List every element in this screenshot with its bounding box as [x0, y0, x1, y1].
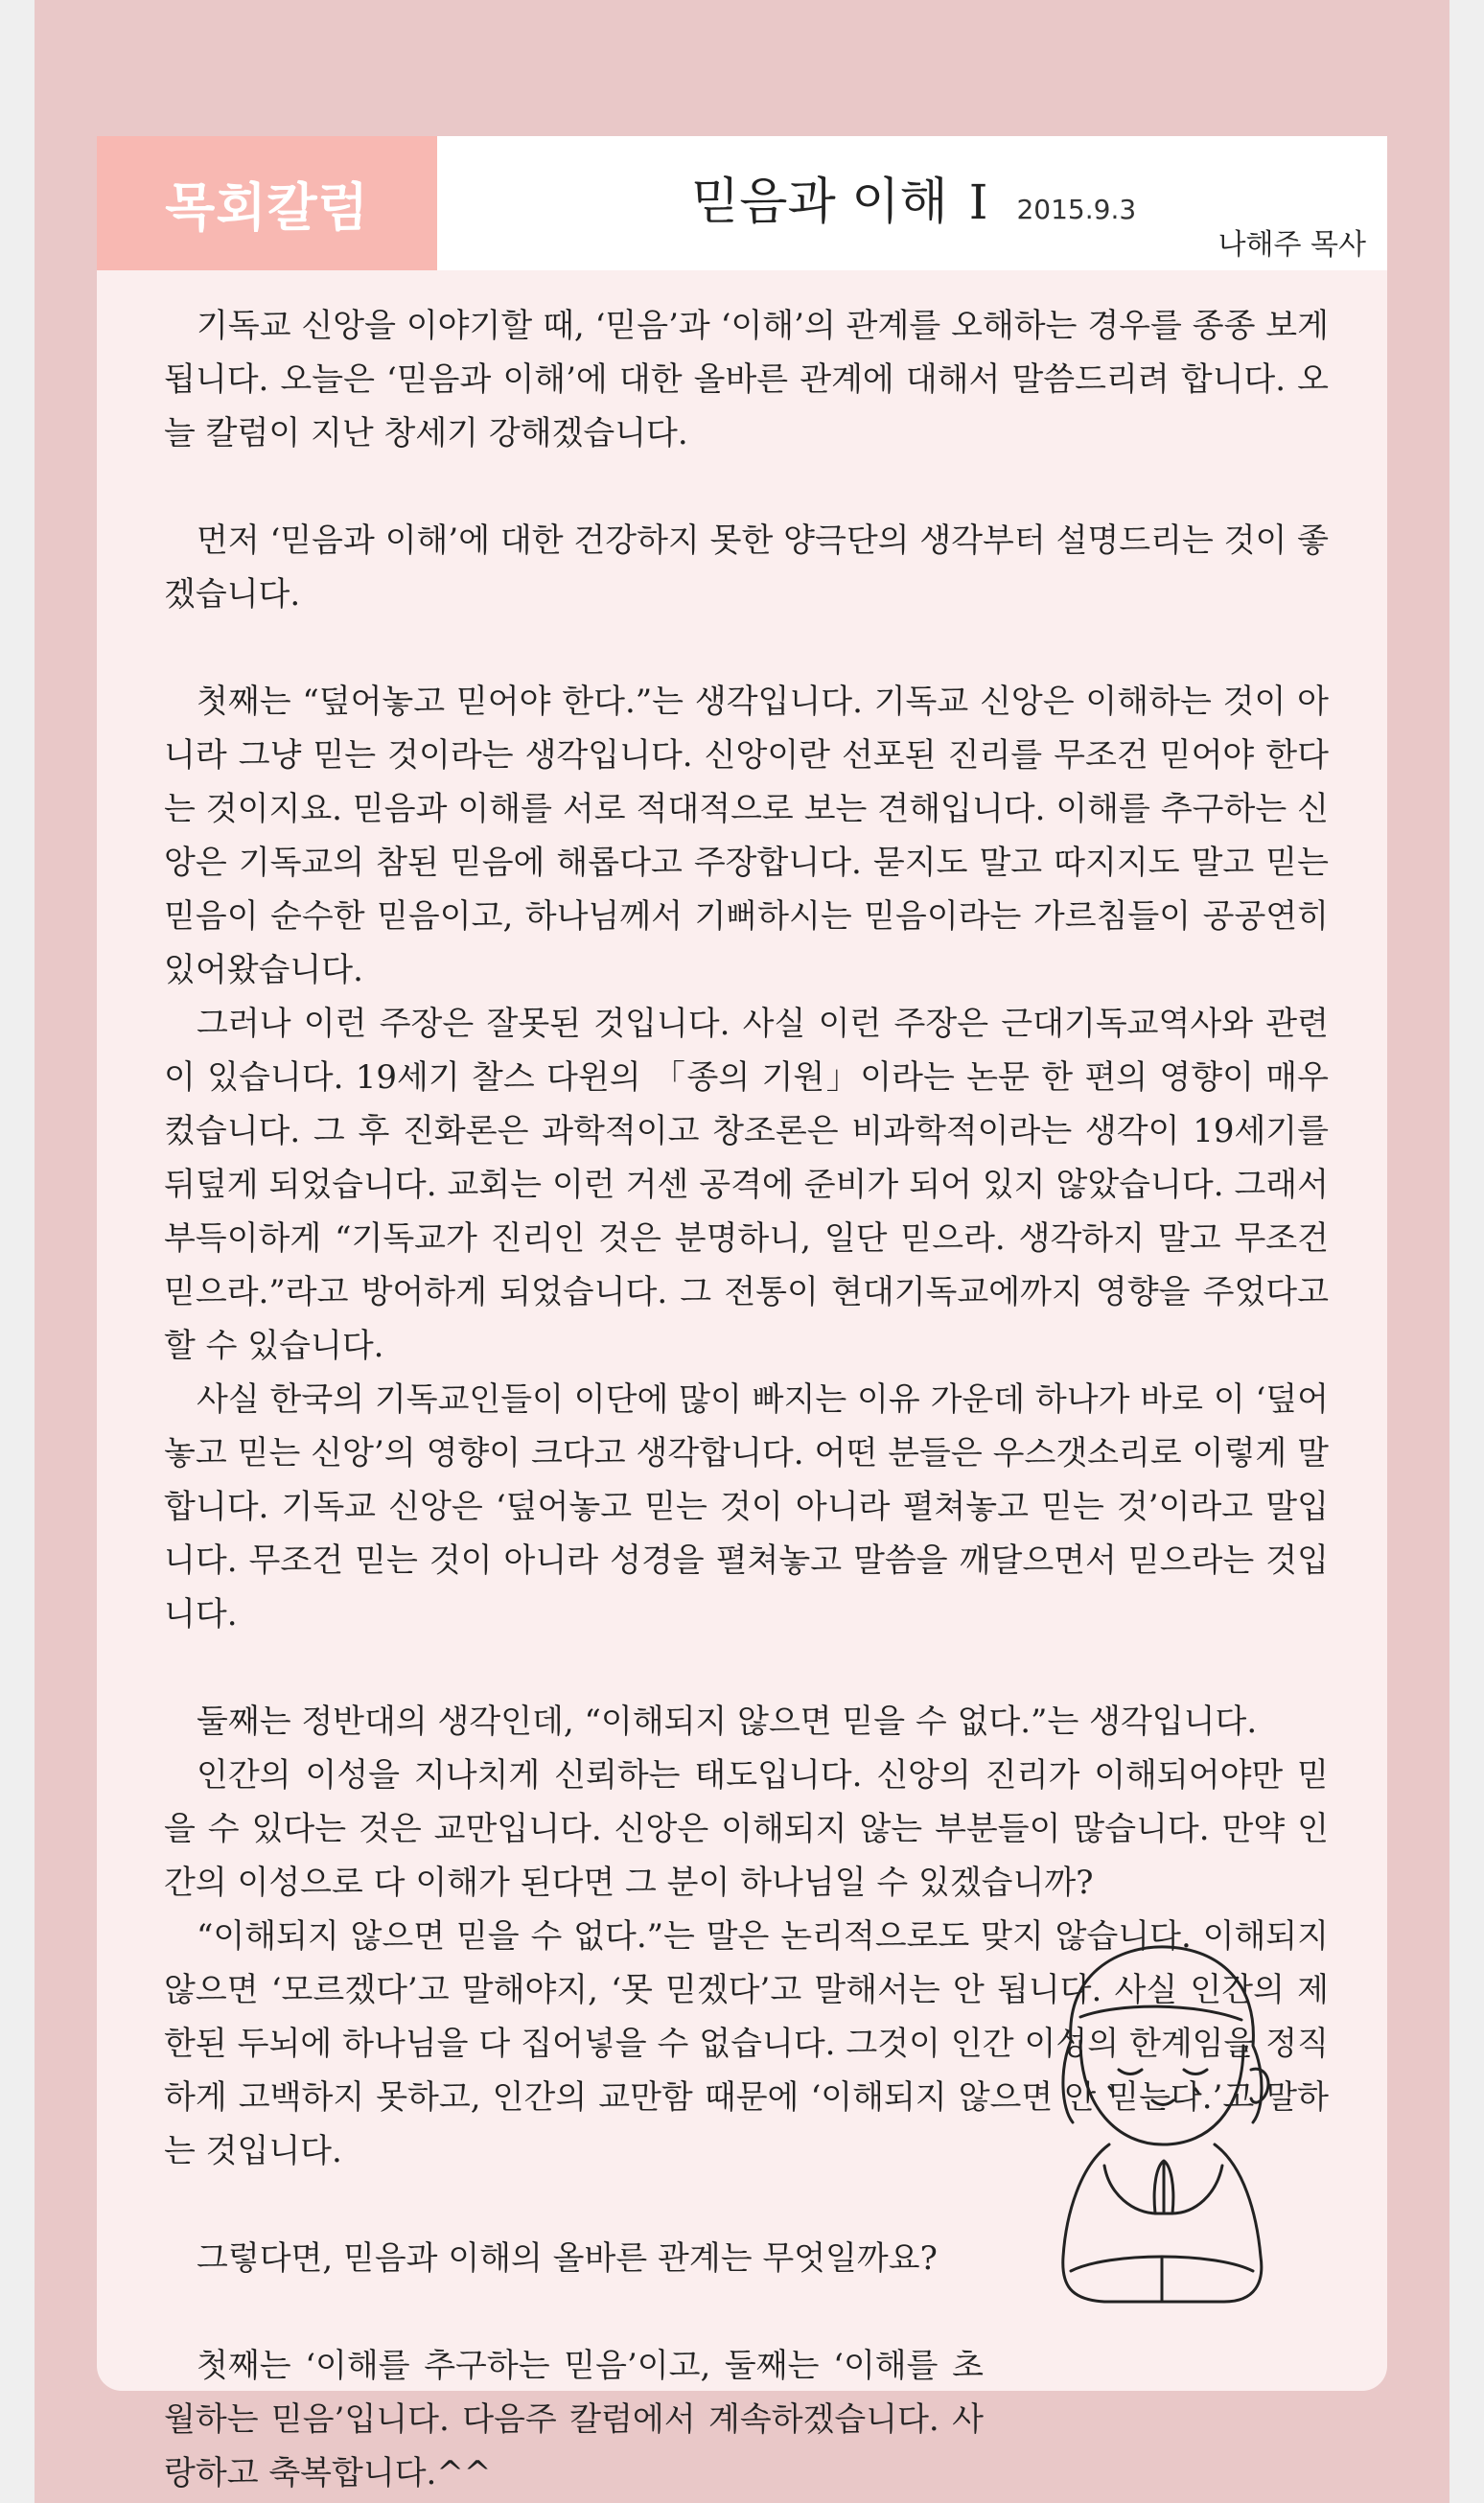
paragraph: 기독교 신앙을 이야기할 때, ‘믿음’과 ‘이해’의 관계를 오해하는 경우를 종종 보게 됩니다. 오늘은 ‘믿음과 이해’에 대한 올바른 관계에 대해서 말씀드리려 합니다. 오늘 칼럼이 지난 창세기 강해겠습니다.: [164, 307, 1329, 452]
date: 2015.9.3: [1016, 194, 1137, 225]
section-label-box: [97, 136, 437, 270]
title-numeral: I: [968, 174, 988, 230]
page-title: 믿음과 이해: [691, 174, 948, 231]
section-label: 목회칼럼: [165, 176, 369, 238]
paragraph: 첫째는 ‘이해를 추구하는 믿음’이고, 둘째는 ‘이해를 초월하는 믿음’입니다. 다음주 칼럼에서 계속하겠습니다. 사랑하고 축복합니다.^^: [164, 2347, 984, 2492]
title-row: [691, 161, 1136, 233]
paragraph: 먼저 ‘믿음과 이해’에 대한 건강하지 못한 양극단의 생각부터 설명드리는 것이 좋겠습니다.: [164, 521, 1329, 614]
paragraph: 그렇다면, 믿음과 이해의 올바른 관계는 무엇일까요?: [197, 2239, 938, 2278]
paragraph: 인간의 이성을 지나치게 신뢰하는 태도입니다. 신앙의 진리가 이해되어야만 믿을 수 있다는 것은 교만입니다. 신앙은 이해되지 않는 부분들이 많습니다. 만약 인간의 이성으로 다 이해가 된다면 그 분이 하나님일 수 있겠습니까?: [164, 1756, 1329, 1902]
paragraph: 둘째는 정반대의 생각인데, “이해되지 않으면 믿을 수 없다.”는 생각입니다.: [197, 1703, 1258, 1741]
page-background: [35, 0, 1449, 2503]
praying-girl-illustration: [1013, 1926, 1301, 2309]
paragraph: “이해되지 않으면 믿을 수 없다.”는 말은 논리적으로도 맞지 않습니다. 이해되지 않으면 ‘모르겠다’고 말해야지, ‘못 믿겠다’고 말해서는 안 됩니다. 사실 인간의 제한된 두뇌에 하나님을 다 집어넣을 수 없습니다. 그것이 인간 이성의 한계임을 정직하게 고백하지 못하고, 인간의 교만함 때문에 ‘이해되지 않으면 안 믿는다.’고 말하는 것입니다.: [164, 1917, 1329, 2170]
column-card: [97, 136, 1387, 2492]
paragraph: 그러나 이런 주장은 잘못된 것입니다. 사실 이런 주장은 근대기독교역사와 관련이 있습니다. 19세기 찰스 다윈의 「종의 기원」이라는 논문 한 편의 영향이 매우 컸습니다. 그 후 진화론은 과학적이고 창조론은 비과학적이라는 생각이 19세기를 뒤덮게 되었습니다. 교회는 이런 거센 공격에 준비가 되어 있지 않았습니다. 그래서 부득이하게 “기독교가 진리인 것은 분명하니, 일단 믿으라. 생각하지 말고 무조건 믿으라.”라고 방어하게 되었습니다. 그 전통이 현대기독교에까지 영향을 주었다고 할 수 있습니다.: [164, 1005, 1329, 1365]
paragraph: 사실 한국의 기독교인들이 이단에 많이 빠지는 이유 가운데 하나가 바로 이 ‘덮어놓고 믿는 신앙’의 영향이 크다고 생각합니다. 어떤 분들은 우스갯소리로 이렇게 말합니다. 기독교 신앙은 ‘덮어놓고 믿는 것이 아니라 펼쳐놓고 믿는 것’이라고 말입니다. 무조건 믿는 것이 아니라 성경을 펼쳐놓고 말씀을 깨달으면서 믿으라는 것입니다.: [164, 1380, 1329, 1634]
author: 나해주 목사: [1217, 228, 1366, 262]
paragraph: 첫째는 “덮어놓고 믿어야 한다.”는 생각입니다. 기독교 신앙은 이해하는 것이 아니라 그냥 믿는 것이라는 생각입니다. 신앙이란 선포된 진리를 무조건 믿어야 한다는 것이지요. 믿음과 이해를 서로 적대적으로 보는 견해입니다. 이해를 추구하는 신앙은 기독교의 참된 믿음에 해롭다고 주장합니다. 묻지도 말고 따지지도 말고 믿는 믿음이 순수한 믿음이고, 하나님께서 기뻐하시는 믿음이라는 가르침들이 공공연히 있어왔습니다.: [164, 683, 1329, 989]
